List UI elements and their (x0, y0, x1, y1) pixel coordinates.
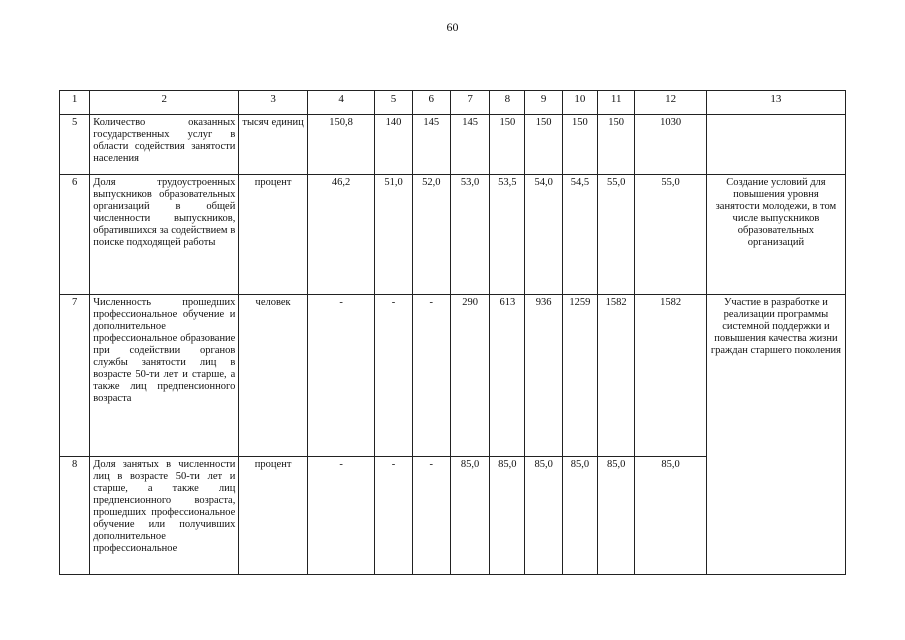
value-cell: 85,0 (450, 457, 489, 575)
value-cell: 55,0 (598, 175, 635, 295)
value-cell: 145 (450, 115, 489, 175)
value-cell: 85,0 (525, 457, 562, 575)
row-number: 5 (60, 115, 90, 175)
unit: процент (239, 457, 308, 575)
header-col-6: 6 (412, 91, 450, 115)
value-cell: 85,0 (490, 457, 525, 575)
value-cell: - (375, 295, 412, 457)
value-cell: 1030 (635, 115, 707, 175)
value-cell: 613 (490, 295, 525, 457)
value-cell: - (307, 295, 375, 457)
header-col-1: 1 (60, 91, 90, 115)
value-cell: 46,2 (307, 175, 375, 295)
note-cell (706, 115, 845, 175)
header-col-13: 13 (706, 91, 845, 115)
indicators-table (59, 90, 846, 575)
value-cell: 85,0 (598, 457, 635, 575)
row-number: 6 (60, 175, 90, 295)
value-cell: 145 (412, 115, 450, 175)
value-cell: 53,5 (490, 175, 525, 295)
value-cell: - (375, 457, 412, 575)
value-cell: 150 (562, 115, 597, 175)
value-cell: - (412, 457, 450, 575)
header-col-11: 11 (598, 91, 635, 115)
header-col-8: 8 (490, 91, 525, 115)
value-cell: - (307, 457, 375, 575)
header-col-9: 9 (525, 91, 562, 115)
value-cell: - (412, 295, 450, 457)
value-cell: 150 (598, 115, 635, 175)
header-col-5: 5 (375, 91, 412, 115)
header-col-4: 4 (307, 91, 375, 115)
value-cell: 1582 (598, 295, 635, 457)
header-col-3: 3 (239, 91, 308, 115)
value-cell: 54,0 (525, 175, 562, 295)
header-col-7: 7 (450, 91, 489, 115)
header-col-10: 10 (562, 91, 597, 115)
table-row (60, 295, 846, 457)
page-number: 60 (446, 20, 459, 34)
row-number: 8 (60, 457, 90, 575)
value-cell: 290 (450, 295, 489, 457)
value-cell: 85,0 (635, 457, 707, 575)
table-row (60, 175, 846, 295)
value-cell: 1259 (562, 295, 597, 457)
header-col-12: 12 (635, 91, 707, 115)
indicator-name: Доля занятых в численности лиц в возрасте 50-ти лет и старше, а также лиц предпенсионного возраста, прошедших профессиональное обучение или получивших дополнительное профессиональное (90, 457, 239, 575)
value-cell: 150,8 (307, 115, 375, 175)
table-row (60, 115, 846, 175)
value-cell: 85,0 (562, 457, 597, 575)
header-row (60, 91, 846, 115)
value-cell: 1582 (635, 295, 707, 457)
value-cell: 53,0 (450, 175, 489, 295)
value-cell: 55,0 (635, 175, 707, 295)
value-cell: 936 (525, 295, 562, 457)
unit: тысяч единиц (239, 115, 308, 175)
row-number: 7 (60, 295, 90, 457)
indicator-name: Количество оказанных государственных услуг в области содействия занятости населения (90, 115, 239, 175)
value-cell: 52,0 (412, 175, 450, 295)
value-cell: 140 (375, 115, 412, 175)
value-cell: 150 (525, 115, 562, 175)
value-cell: 51,0 (375, 175, 412, 295)
unit: процент (239, 175, 308, 295)
value-cell: 54,5 (562, 175, 597, 295)
unit: человек (239, 295, 308, 457)
indicator-name: Численность прошедших профессиональное обучение и дополнительное профессиональное образование при содействии органов службы занятости лиц в возрасте 50-ти лет и старше, а также лиц предпенсионного возраста (90, 295, 239, 457)
header-col-2: 2 (90, 91, 239, 115)
value-cell: 150 (490, 115, 525, 175)
indicator-name: Доля трудоустроенных выпускников образовательных организаций в общей численности выпускников, обратившихся за содействием в поиске подходящей работы (90, 175, 239, 295)
note-cell: Создание условий для повышения уровня занятости молодежи, в том числе выпускников образовательных организаций (706, 175, 845, 295)
note-cell: Участие в разработке и реализации программы системной поддержки и повышения качества жизни граждан старшего поколения (706, 295, 845, 575)
